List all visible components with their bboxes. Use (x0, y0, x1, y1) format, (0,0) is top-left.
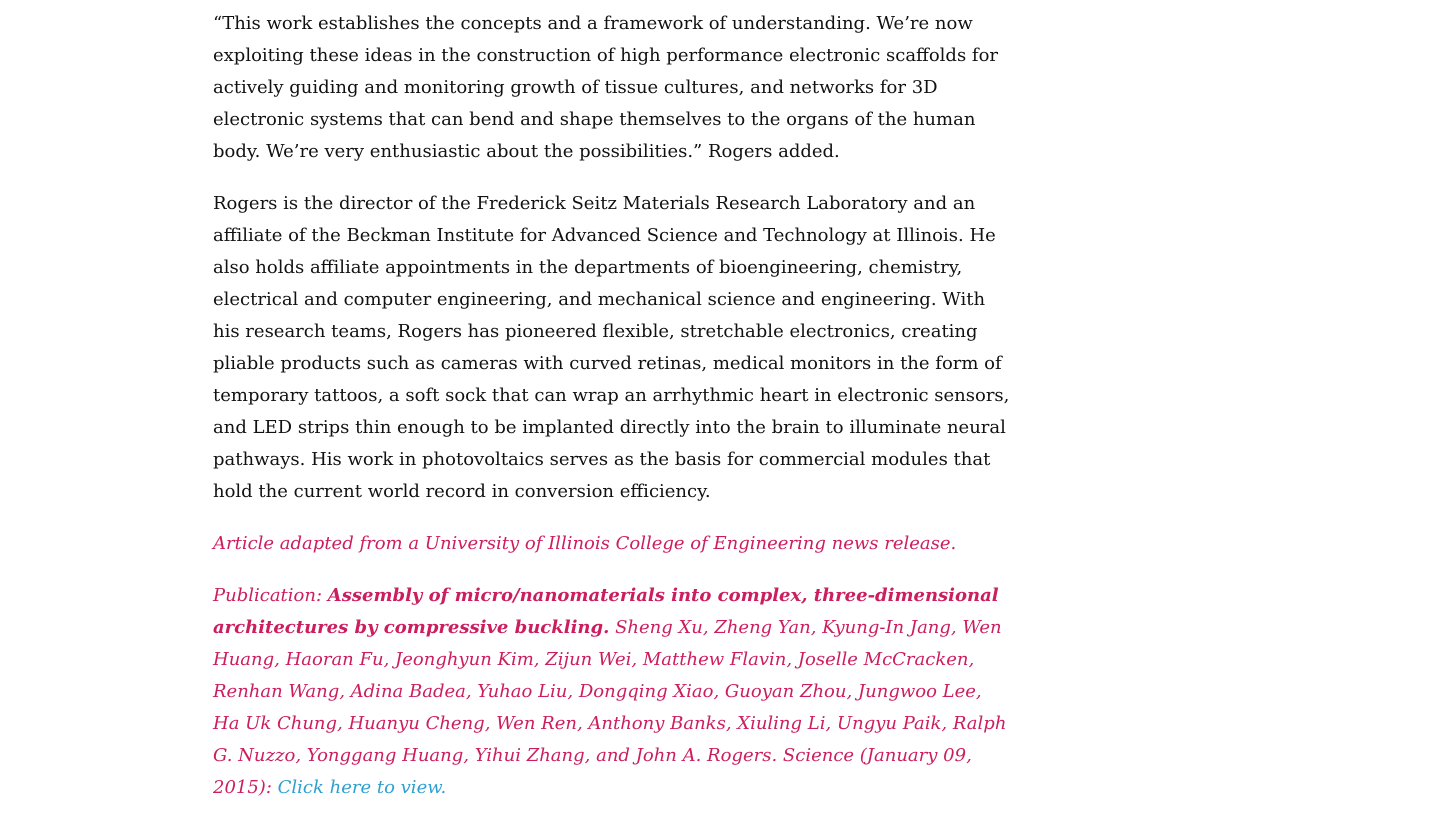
bio-paragraph: Rogers is the director of the Frederick Seitz Materials Research Laboratory and an affiliate of the Beckman Institute for Advanced Science and Technology at Illinois. He also holds affiliate appointments in the departments of bioengineering, chemistry, electrical and computer engineering, and mechanical science and engineering. With his research teams, Rogers has pioneered flexible, stretchable electronics, creating pliable products such as cameras with curved retinas, medical monitors in the form of temporary tattoos, a soft sock that can wrap an arrhythmic heart in electronic sensors, and LED strips thin enough to be implanted directly into the brain to illuminate neural pathways. His work in photovoltaics serves as the basis for commercial modules that hold the current world record in conversion efficiency. (213, 193, 1010, 502)
source-credit: Article adapted from a University of Illinois College of Engineering news release. (213, 533, 957, 554)
publication-label: Publication: (213, 585, 328, 606)
publication-citation (213, 580, 1013, 804)
quote-paragraph: “This work establishes the concepts and a framework of understanding. We’re now exploiting these ideas in the construction of high performance electronic scaffolds for actively guiding and monitoring growth of tissue cultures, and networks for 3D electronic systems that can bend and shape themselves to the organs of the human body. We’re very enthusiastic about the possibilities.” Rogers added. (213, 13, 999, 162)
article-body (213, 8, 1013, 824)
publication-authors: Sheng Xu, Zheng Yan, Kyung-In Jang, Wen Huang, Haoran Fu, Jeonghyun Kim, Zijun Wei, Matthew Flavin, Joselle McCracken, Renhan Wang, Adina Badea, Yuhao Liu, Dongqing Xiao, Guoyan Zhou, Jungwoo Lee, Ha Uk Chung, Huanyu Cheng, Wen Ren, Anthony Banks, Xiuling Li, Ungyu Paik, Ralph G. Nuzzo, Yonggang Huang, Yihui Zhang, and John A. Rogers. (213, 617, 1007, 766)
view-publication-link[interactable]: Click here to view. (277, 777, 447, 798)
publication-title: Assembly of micro/nanomaterials into complex, three-dimensional architectures by compressive buckling. (213, 585, 999, 638)
publication-journal: Science (January 09, 2015): (213, 745, 972, 798)
